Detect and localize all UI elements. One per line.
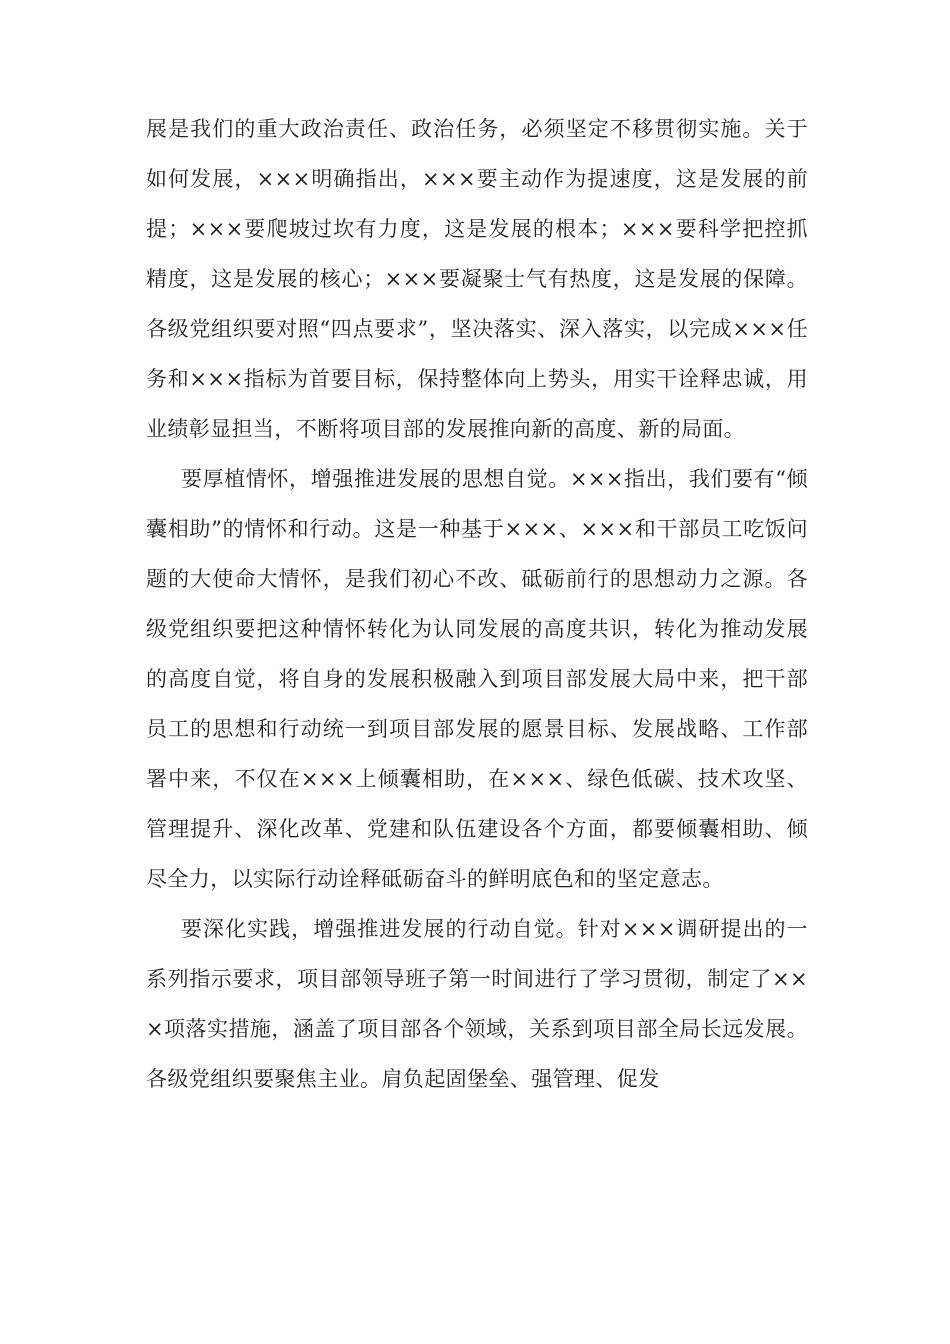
paragraph-continuation: 展是我们的重大政治责任、政治任务，必须坚定不移贯彻实施。关于如何发展，×××明确指出，×××要主动作为提速度，这是发展的前提；×××要爬坡过坎有力度，这是发展的根本；×××要科学把控抓精度，这是发展的核心；×××要凝聚士气有热度，这是发展的保障。各级党组织要对照“四点要求”，坚决落实、深入落实，以完成×××任务和×××指标为首要目标，保持整体向上势头，用实干诠释忠诚，用业绩彰显担当，不断将项目部的发展推向新的高度、新的局面。: [146, 117, 808, 441]
paragraph-cultivate-feelings: 要厚植情怀，增强推进发展的思想自觉。×××指出，我们要有“倾囊相助”的情怀和行动。这是一种基于×××、×××和干部员工吃饭问题的大使命大情怀，是我们初心不改、砥砺前行的思想动力之源。各级党组织要把这种情怀转化为认同发展的高度共识，转化为推动发展的高度自觉，将自身的发展积极融入到项目部发展大局中来，把干部员工的思想和行动统一到项目部发展的愿景目标、发展战略、工作部署中来，不仅在×××上倾囊相助，在×××、绿色低碳、技术攻坚、管理提升、深化改革、党建和队伍建设各个方面，都要倾囊相助、倾尽全力，以实际行动诠释砥砺奋斗的鲜明底色和的坚定意志。: [146, 467, 808, 891]
document-body: [146, 104, 808, 1104]
paragraph-deepen-practice: 要深化实践，增强推进发展的行动自觉。针对×××调研提出的一系列指示要求，项目部领导班子第一时间进行了学习贯彻，制定了×××项落实措施，涵盖了项目部各个领域，关系到项目部全局长远发展。各级党组织要聚焦主业。肩负起固堡垒、强管理、促发: [146, 917, 808, 1091]
